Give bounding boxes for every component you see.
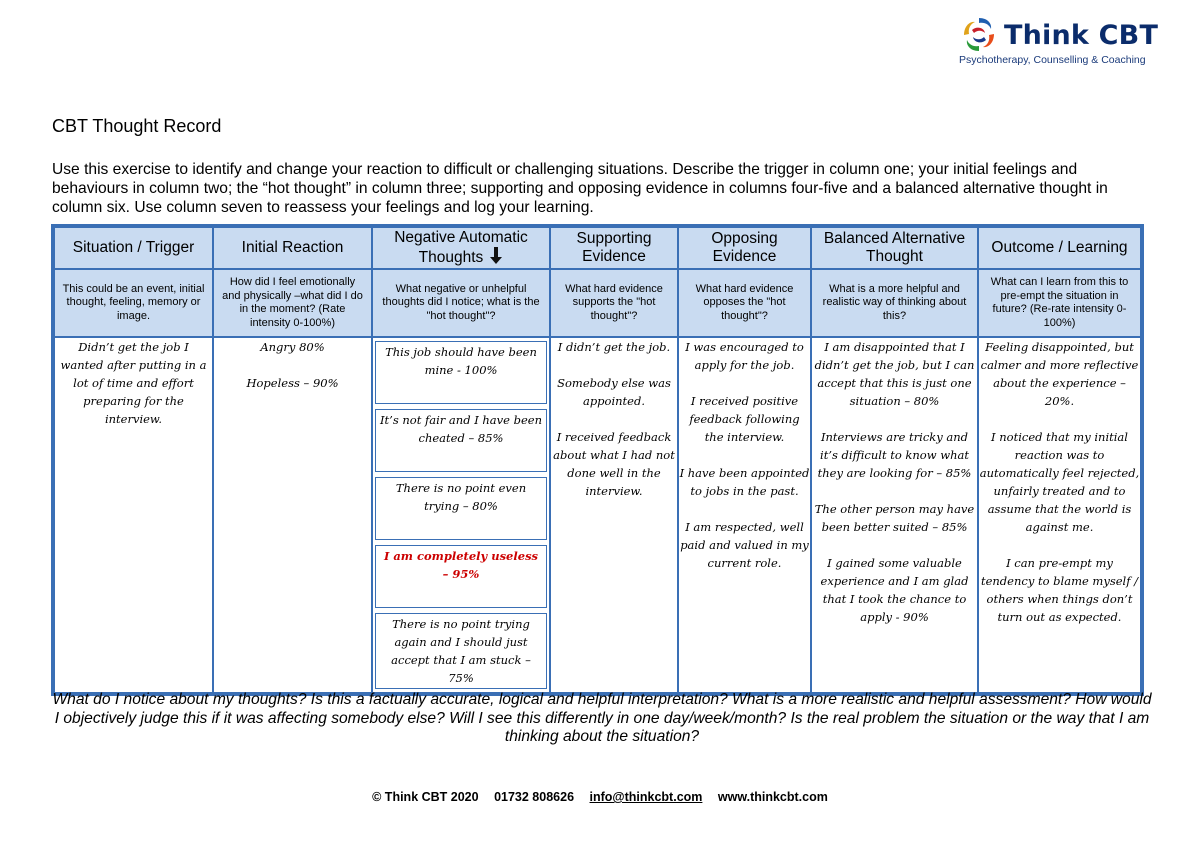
phone-number: 01732 808626 xyxy=(494,790,575,804)
situation-entry: Didn’t get the job I wanted after putting in a lot of time and effort preparing for the interview. xyxy=(60,340,207,426)
intro-text: Use this exercise to identify and change your reaction to difficult or challenging situations. Describe the trigger in column one; your initial feelings and behaviours in column two; the “hot thought” in column three; supporting and opposing evidence in columns four-five and a balanced alternative thought in column six. Use column seven to reassess your feelings and log your learning. xyxy=(52,161,1108,216)
cell-supporting[interactable] xyxy=(550,337,678,693)
website-link[interactable]: www.thinkcbt.com xyxy=(717,790,828,804)
opposing-entry: I am respected, well paid and valued in my current role. xyxy=(680,520,809,570)
header-supporting: Supporting Evidence xyxy=(550,227,678,269)
balanced-entry: I gained some valuable experience and I am glad that I took the chance to apply - 90% xyxy=(820,556,969,624)
cell-opposing[interactable] xyxy=(678,337,811,693)
outcome-entry: I can pre-empt my tendency to blame myself / others when things don’t turn out as expected. xyxy=(980,556,1139,624)
balanced-entry: Interviews are tricky and it’s difficult to know what they are looking for – 85% xyxy=(817,430,972,480)
header-situation: Situation / Trigger xyxy=(54,227,213,269)
opposing-entry: I have been appointed to jobs in the past. xyxy=(679,466,810,498)
thought-item: It’s not fair and I have been cheated – 85% xyxy=(375,409,547,472)
opposing-entry: I was encouraged to apply for the job. xyxy=(685,340,804,372)
thought-item: There is no point even trying – 80% xyxy=(375,477,547,540)
cell-outcome[interactable] xyxy=(978,337,1141,693)
cell-situation[interactable] xyxy=(54,337,213,693)
cell-balanced[interactable] xyxy=(811,337,978,693)
thought-record-table xyxy=(51,224,1144,696)
prompt-reaction: How did I feel emotionally and physically –what did I do in the moment? (Rate intensity 0-100%) xyxy=(213,269,372,337)
supporting-entry: I received feedback about what I had not done well in the interview. xyxy=(553,430,675,498)
brand-tagline: Psychotherapy, Counselling & Coaching xyxy=(959,54,1146,66)
down-arrow-icon xyxy=(489,247,503,265)
hot-thought-item: I am completely useless – 95% xyxy=(375,545,547,608)
thought-item: This job should have been mine - 100% xyxy=(375,341,547,404)
header-opposing: Opposing Evidence xyxy=(678,227,811,269)
cell-reaction[interactable] xyxy=(213,337,372,693)
reaction-entry: Angry 80% xyxy=(260,340,325,354)
header-balanced: Balanced Alternative Thought xyxy=(811,227,978,269)
page-title: CBT Thought Record xyxy=(52,116,222,136)
prompt-thoughts: What negative or unhelpful thoughts did I notice; what is the "hot thought"? xyxy=(372,269,550,337)
opposing-entry: I received positive feedback following the interview. xyxy=(689,394,800,444)
prompt-balanced: What is a more helpful and realistic way of thinking about this? xyxy=(811,269,978,337)
brand-logo xyxy=(958,14,1159,70)
header-reaction: Initial Reaction xyxy=(213,227,372,269)
supporting-entry: I didn’t get the job. xyxy=(557,340,671,354)
header-thoughts xyxy=(372,227,550,269)
header-thoughts-label: Negative Automatic Thoughts xyxy=(394,229,528,266)
thought-list xyxy=(373,338,549,692)
reflection-questions: What do I notice about my thoughts? Is this a factually accurate, logical and helpful interpretation? What is a more realistic and helpful assessment? How would I objectively judge this if it was affecting somebody else? Will I see this differently in one day/week/month? Is the real problem the situation or the way that I am thinking about the situation? xyxy=(52,691,1152,745)
prompt-outcome: What can I learn from this to pre-empt the situation in future? (Re-rate intensity 0-100%) xyxy=(978,269,1141,337)
prompt-situation: This could be an event, initial thought, feeling, memory or image. xyxy=(54,269,213,337)
prompt-opposing: What hard evidence opposes the "hot thought"? xyxy=(678,269,811,337)
brand-name: Think CBT xyxy=(1004,20,1159,51)
email-link[interactable]: info@thinkcbt.com xyxy=(589,790,703,804)
balanced-entry: The other person may have been better suited – 85% xyxy=(814,502,975,534)
balanced-entry: I am disappointed that I didn’t get the job, but I can accept that this is just one situation – 80% xyxy=(814,340,975,408)
header-outcome: Outcome / Learning xyxy=(978,227,1141,269)
cell-thoughts[interactable] xyxy=(372,337,550,693)
outcome-entry: I noticed that my initial reaction was to automatically feel rejected, unfairly treated and to assume that the world is against me. xyxy=(979,430,1140,534)
footer xyxy=(0,790,1200,804)
prompt-supporting: What hard evidence supports the "hot thought"? xyxy=(550,269,678,337)
reaction-entry: Hopeless – 90% xyxy=(246,376,339,390)
thought-item: There is no point trying again and I should just accept that I am stuck – 75% xyxy=(375,613,547,689)
supporting-entry: Somebody else was appointed. xyxy=(557,376,671,408)
copyright-text: © Think CBT 2020 xyxy=(372,790,479,804)
outcome-entry: Feeling disappointed, but calmer and more reflective about the experience – 20%. xyxy=(980,340,1139,408)
swirl-logo-icon xyxy=(958,14,1000,56)
